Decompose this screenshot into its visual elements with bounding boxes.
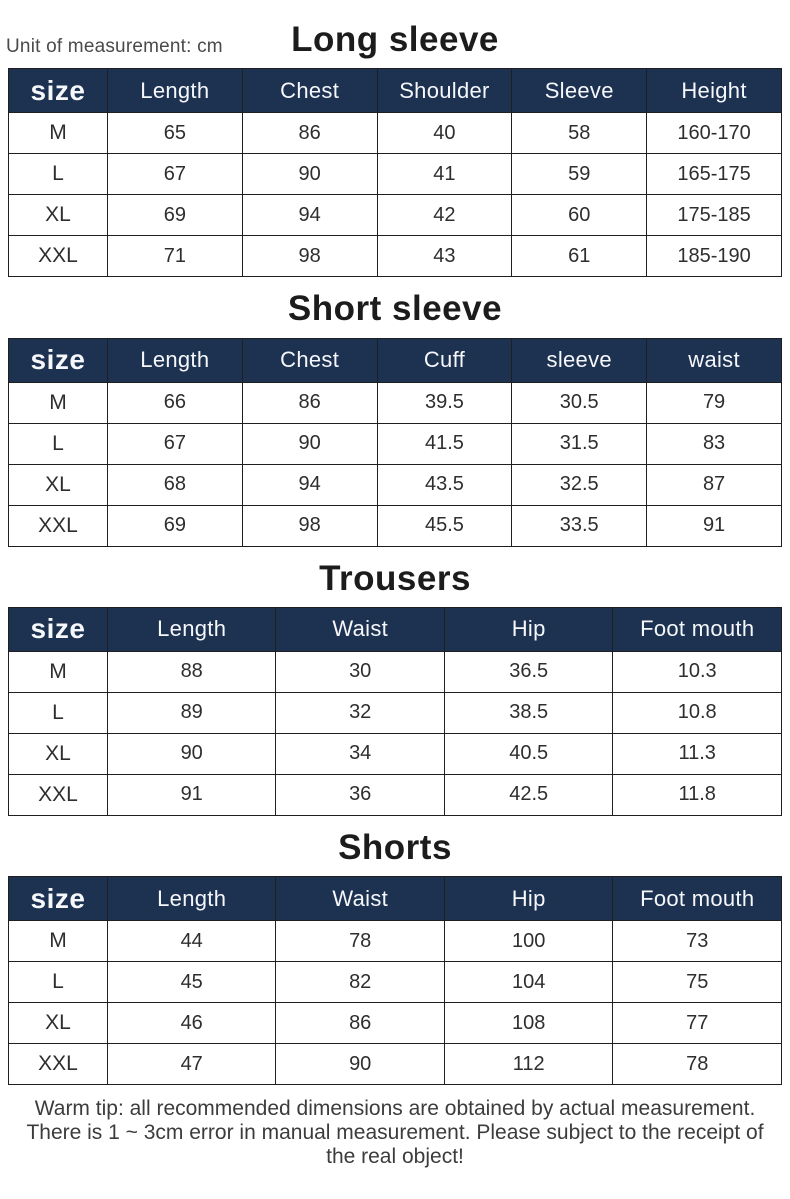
value-cell: 41 <box>377 154 512 195</box>
value-cell: 59 <box>512 154 647 195</box>
value-cell: 98 <box>242 505 377 546</box>
table-row <box>9 692 782 733</box>
trousers-size-table <box>8 607 782 816</box>
table-row <box>9 733 782 774</box>
value-cell: 69 <box>107 505 242 546</box>
warm-tip-line-1: Warm tip: all recommended dimensions are obtained by actual measurement. <box>34 1097 756 1120</box>
column-header: Sleeve <box>512 69 647 113</box>
value-cell: 82 <box>276 962 445 1003</box>
long-sleeve-title: Long sleeve <box>291 20 499 59</box>
value-cell: 90 <box>276 1044 445 1085</box>
size-cell: L <box>9 692 108 733</box>
table-row <box>9 651 782 692</box>
value-cell: 94 <box>242 195 377 236</box>
table-row <box>9 1044 782 1085</box>
value-cell: 36 <box>276 774 445 815</box>
value-cell: 10.8 <box>613 692 782 733</box>
value-cell: 86 <box>242 382 377 423</box>
value-cell: 47 <box>107 1044 276 1085</box>
column-header: Waist <box>276 607 445 651</box>
value-cell: 42 <box>377 195 512 236</box>
value-cell: 98 <box>242 236 377 277</box>
size-cell: L <box>9 423 108 464</box>
shorts-title-row <box>0 828 790 868</box>
column-header: Length <box>107 69 242 113</box>
warm-tip-line-3: the real object! <box>326 1145 464 1168</box>
value-cell: 38.5 <box>444 692 613 733</box>
value-cell: 60 <box>512 195 647 236</box>
unit-of-measurement-note: Unit of measurement: cm <box>6 36 223 58</box>
table-row <box>9 195 782 236</box>
value-cell: 43.5 <box>377 464 512 505</box>
size-cell: XL <box>9 464 108 505</box>
value-cell: 185-190 <box>647 236 782 277</box>
column-header: Shoulder <box>377 69 512 113</box>
value-cell: 73 <box>613 921 782 962</box>
column-header: Height <box>647 69 782 113</box>
column-header: sleeve <box>512 338 647 382</box>
size-cell: M <box>9 651 108 692</box>
value-cell: 77 <box>613 1003 782 1044</box>
table-row <box>9 1003 782 1044</box>
size-cell: L <box>9 154 108 195</box>
value-cell: 165-175 <box>647 154 782 195</box>
trousers-title-row <box>0 559 790 599</box>
value-cell: 67 <box>107 423 242 464</box>
table-row <box>9 921 782 962</box>
value-cell: 69 <box>107 195 242 236</box>
column-header: Chest <box>242 338 377 382</box>
short-sleeve-size-table <box>8 338 782 547</box>
header-row <box>9 607 782 651</box>
size-cell: M <box>9 113 108 154</box>
long-sleeve-title-row <box>0 20 790 60</box>
table-row <box>9 774 782 815</box>
value-cell: 41.5 <box>377 423 512 464</box>
size-column-header: size <box>9 877 108 921</box>
value-cell: 43 <box>377 236 512 277</box>
value-cell: 61 <box>512 236 647 277</box>
long-sleeve-size-table <box>8 68 782 277</box>
shorts-title: Shorts <box>338 827 452 867</box>
warm-tip-note <box>0 1097 790 1169</box>
value-cell: 66 <box>107 382 242 423</box>
value-cell: 33.5 <box>512 505 647 546</box>
table-row <box>9 962 782 1003</box>
short-sleeve-title-row <box>0 289 790 329</box>
value-cell: 104 <box>444 962 613 1003</box>
section-shorts <box>0 828 790 1085</box>
value-cell: 78 <box>613 1044 782 1085</box>
size-column-header: size <box>9 338 108 382</box>
size-cell: M <box>9 382 108 423</box>
value-cell: 36.5 <box>444 651 613 692</box>
size-cell: XL <box>9 195 108 236</box>
table-row <box>9 236 782 277</box>
value-cell: 58 <box>512 113 647 154</box>
header-row <box>9 877 782 921</box>
column-header: Hip <box>444 877 613 921</box>
value-cell: 30 <box>276 651 445 692</box>
value-cell: 90 <box>242 423 377 464</box>
trousers-title: Trousers <box>319 558 471 598</box>
value-cell: 89 <box>107 692 276 733</box>
table-row <box>9 113 782 154</box>
shorts-size-table <box>8 876 782 1085</box>
value-cell: 44 <box>107 921 276 962</box>
value-cell: 42.5 <box>444 774 613 815</box>
value-cell: 100 <box>444 921 613 962</box>
value-cell: 91 <box>107 774 276 815</box>
value-cell: 71 <box>107 236 242 277</box>
column-header: Waist <box>276 877 445 921</box>
value-cell: 78 <box>276 921 445 962</box>
table-row <box>9 382 782 423</box>
value-cell: 11.3 <box>613 733 782 774</box>
value-cell: 79 <box>647 382 782 423</box>
column-header: Cuff <box>377 338 512 382</box>
size-cell: L <box>9 962 108 1003</box>
value-cell: 32 <box>276 692 445 733</box>
value-cell: 90 <box>107 733 276 774</box>
size-cell: XL <box>9 1003 108 1044</box>
value-cell: 65 <box>107 113 242 154</box>
size-cell: XXL <box>9 1044 108 1085</box>
value-cell: 40 <box>377 113 512 154</box>
value-cell: 86 <box>276 1003 445 1044</box>
size-cell: M <box>9 921 108 962</box>
value-cell: 175-185 <box>647 195 782 236</box>
value-cell: 68 <box>107 464 242 505</box>
value-cell: 45 <box>107 962 276 1003</box>
value-cell: 112 <box>444 1044 613 1085</box>
header-row <box>9 338 782 382</box>
size-column-header: size <box>9 607 108 651</box>
value-cell: 88 <box>107 651 276 692</box>
value-cell: 39.5 <box>377 382 512 423</box>
value-cell: 46 <box>107 1003 276 1044</box>
value-cell: 160-170 <box>647 113 782 154</box>
value-cell: 30.5 <box>512 382 647 423</box>
value-cell: 108 <box>444 1003 613 1044</box>
size-cell: XL <box>9 733 108 774</box>
value-cell: 45.5 <box>377 505 512 546</box>
size-cell: XXL <box>9 774 108 815</box>
section-trousers <box>0 559 790 816</box>
table-row <box>9 505 782 546</box>
value-cell: 91 <box>647 505 782 546</box>
value-cell: 31.5 <box>512 423 647 464</box>
value-cell: 86 <box>242 113 377 154</box>
column-header: Foot mouth <box>613 877 782 921</box>
column-header: Length <box>107 338 242 382</box>
column-header: Hip <box>444 607 613 651</box>
value-cell: 10.3 <box>613 651 782 692</box>
value-cell: 75 <box>613 962 782 1003</box>
column-header: Length <box>107 607 276 651</box>
size-cell: XXL <box>9 236 108 277</box>
table-row <box>9 423 782 464</box>
table-row <box>9 464 782 505</box>
value-cell: 67 <box>107 154 242 195</box>
section-long-sleeve <box>0 20 790 277</box>
warm-tip-line-2: There is 1 ~ 3cm error in manual measurement. Please subject to the receipt of <box>26 1121 764 1144</box>
column-header: Chest <box>242 69 377 113</box>
column-header: waist <box>647 338 782 382</box>
column-header: Foot mouth <box>613 607 782 651</box>
size-column-header: size <box>9 69 108 113</box>
value-cell: 94 <box>242 464 377 505</box>
value-cell: 32.5 <box>512 464 647 505</box>
column-header: Length <box>107 877 276 921</box>
table-row <box>9 154 782 195</box>
value-cell: 34 <box>276 733 445 774</box>
value-cell: 11.8 <box>613 774 782 815</box>
size-cell: XXL <box>9 505 108 546</box>
value-cell: 87 <box>647 464 782 505</box>
value-cell: 90 <box>242 154 377 195</box>
value-cell: 40.5 <box>444 733 613 774</box>
short-sleeve-title: Short sleeve <box>287 289 503 329</box>
value-cell: 83 <box>647 423 782 464</box>
header-row <box>9 69 782 113</box>
section-short-sleeve <box>0 289 790 546</box>
